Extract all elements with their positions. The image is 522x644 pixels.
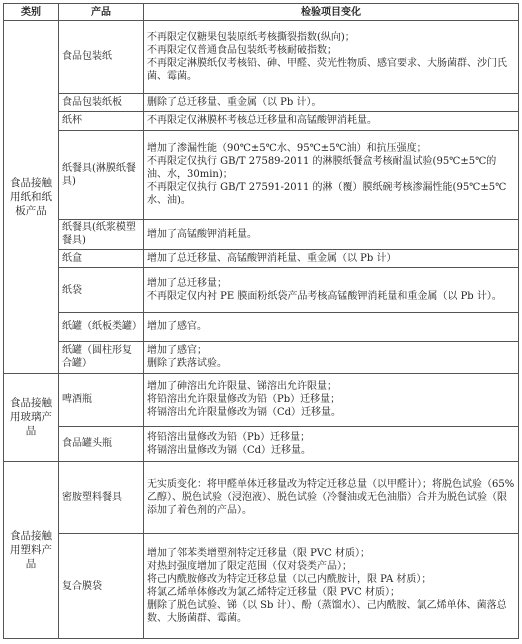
change-line: 不再限定仅执行 GB/T 27589-2011 的淋膜纸餐盒考核耐温试验(95℃±5℃的油、水，30min)； — [147, 156, 497, 181]
product-cell: 纸餐具(纸浆模塑餐具) — [59, 219, 144, 249]
change-cell — [144, 219, 519, 249]
change-line: 将铅溶出量修改为铅（Pb）迁移量； — [147, 431, 311, 443]
change-cell — [144, 249, 519, 267]
table-row — [4, 219, 519, 249]
change-line: 增加了感官。 — [147, 321, 207, 333]
product-cell: 食品罐头瓶 — [59, 426, 144, 461]
table-row — [4, 249, 519, 267]
change-line: 删除了跌落试验。 — [147, 358, 227, 370]
change-cell — [144, 21, 519, 94]
change-line: 增加了总迁移量； — [147, 278, 227, 289]
category-cell: 食品接触用玻璃产品 — [4, 373, 59, 461]
product-cell: 纸餐具(淋膜纸餐具) — [59, 130, 144, 219]
change-line: 将镉溶出允许限量修改为镉（Cd）迁移量。 — [147, 407, 342, 419]
change-line: 将镉溶出量修改为镉（Cd）迁移量。 — [147, 444, 312, 456]
product-cell: 纸罐（圆柱形复合罐） — [59, 341, 144, 373]
category-cell: 食品接触用纸和纸板产品 — [4, 21, 59, 374]
change-cell — [144, 461, 519, 534]
table-row — [4, 130, 519, 219]
table-row — [4, 426, 519, 461]
change-line: 对热封强度增加了限定范围（仅对袋类产品）； — [147, 561, 352, 573]
header-product: 产品 — [59, 4, 144, 21]
change-line: 不再限定仅淋膜杯考核总迁移量和高锰酸钾消耗量。 — [147, 115, 377, 127]
header-change: 检验项目变化 — [144, 4, 519, 21]
change-line: 删除了总迁移量、重金属（以 Pb 计）。 — [147, 96, 322, 108]
change-cell — [144, 93, 519, 111]
header-category: 类别 — [4, 4, 59, 21]
change-cell — [144, 373, 519, 426]
change-line: 增加了感官； — [147, 345, 207, 357]
change-line: 将铅溶出允许限量修改为铅（Pb）迁移量； — [147, 394, 341, 406]
change-cell — [144, 313, 519, 342]
table-row — [4, 313, 519, 342]
product-cell: 食品包装纸板 — [59, 93, 144, 111]
table-row — [4, 267, 519, 312]
change-line: 不再限定仅糖果包装原纸考核撕裂指数(纵向)； — [147, 31, 355, 43]
table-row — [4, 373, 519, 426]
change-line: 不再限定淋膜纸仅考核铅、砷、甲醛、荧光性物质、感官要求、大肠菌群、沙门氏菌、霉菌。 — [147, 57, 507, 82]
change-cell — [144, 267, 519, 312]
table-row — [4, 341, 519, 373]
change-cell — [144, 426, 519, 461]
change-line: 将氯乙烯单体修改为氯乙烯特定迁移量（限 PVC 材质）； — [147, 587, 400, 599]
product-cell: 复合膜袋 — [59, 534, 144, 639]
table-row — [4, 461, 519, 534]
change-line: 不再限定仅普通食品包装纸考核耐破指数； — [147, 44, 337, 56]
change-line: 不再限定仅内衬 PE 膜面粉纸袋产品考核高锰酸钾消耗量和重金属（以 Pb 计）。 — [147, 291, 502, 302]
change-line: 删除了脱色试验、锑（以 Sb 计）、酚（蒸馏水）、己内酰胺、氯乙烯单体、菌落总数、大肠菌群、霉菌。 — [147, 600, 507, 625]
product-cell: 纸罐（纸板类罐） — [59, 313, 144, 342]
change-cell — [144, 112, 519, 130]
change-line: 增加了渗漏性能（90℃±5℃水、95℃±5℃油）和抗压强度； — [147, 143, 427, 155]
table-body — [4, 21, 519, 639]
change-line: 将己内酰胺修改为特定迁移总量（以己内酰胺计，限 PA 材质）； — [147, 574, 432, 586]
change-cell — [144, 534, 519, 639]
product-cell: 食品包装纸 — [59, 21, 144, 94]
category-cell: 食品接触用塑料产品 — [4, 461, 59, 638]
product-cell: 啤酒瓶 — [59, 373, 144, 426]
inspection-change-table — [3, 3, 519, 639]
change-line: 增加了高锰酸钾消耗量。 — [147, 228, 257, 240]
change-line: 不再限定仅执行 GB/T 27591-2011 的淋（覆）膜纸碗考核渗漏性能(95℃±5℃水、油)。 — [147, 182, 507, 207]
product-cell: 密胺塑料餐具 — [59, 461, 144, 534]
header-row — [4, 4, 519, 21]
change-line: 增加了总迁移量、高锰酸钾消耗量、重金属（以 Pb 计） — [147, 252, 397, 264]
change-line: 增加了邻苯类增塑剂特定迁移量（限 PVC 材质）； — [147, 548, 370, 560]
table-row — [4, 534, 519, 639]
change-cell — [144, 341, 519, 373]
table-row — [4, 21, 519, 94]
table-row — [4, 112, 519, 130]
change-line: 无实质变化：将甲醛单体迁移量改为特定迁移总量（以甲醛计）；将脱色试验（65%乙醇）、脱色试验（浸泡液）、脱色试验（冷餐油或无色油脂）合并为脱色试验（限添加了着色剂的产品）。 — [147, 479, 515, 516]
change-line: 增加了砷溶出允许限量、锑溶出允许限量； — [147, 381, 337, 393]
table-row — [4, 93, 519, 111]
product-cell: 纸盒 — [59, 249, 144, 267]
product-cell: 纸杯 — [59, 112, 144, 130]
change-cell — [144, 130, 519, 219]
product-cell: 纸袋 — [59, 267, 144, 312]
